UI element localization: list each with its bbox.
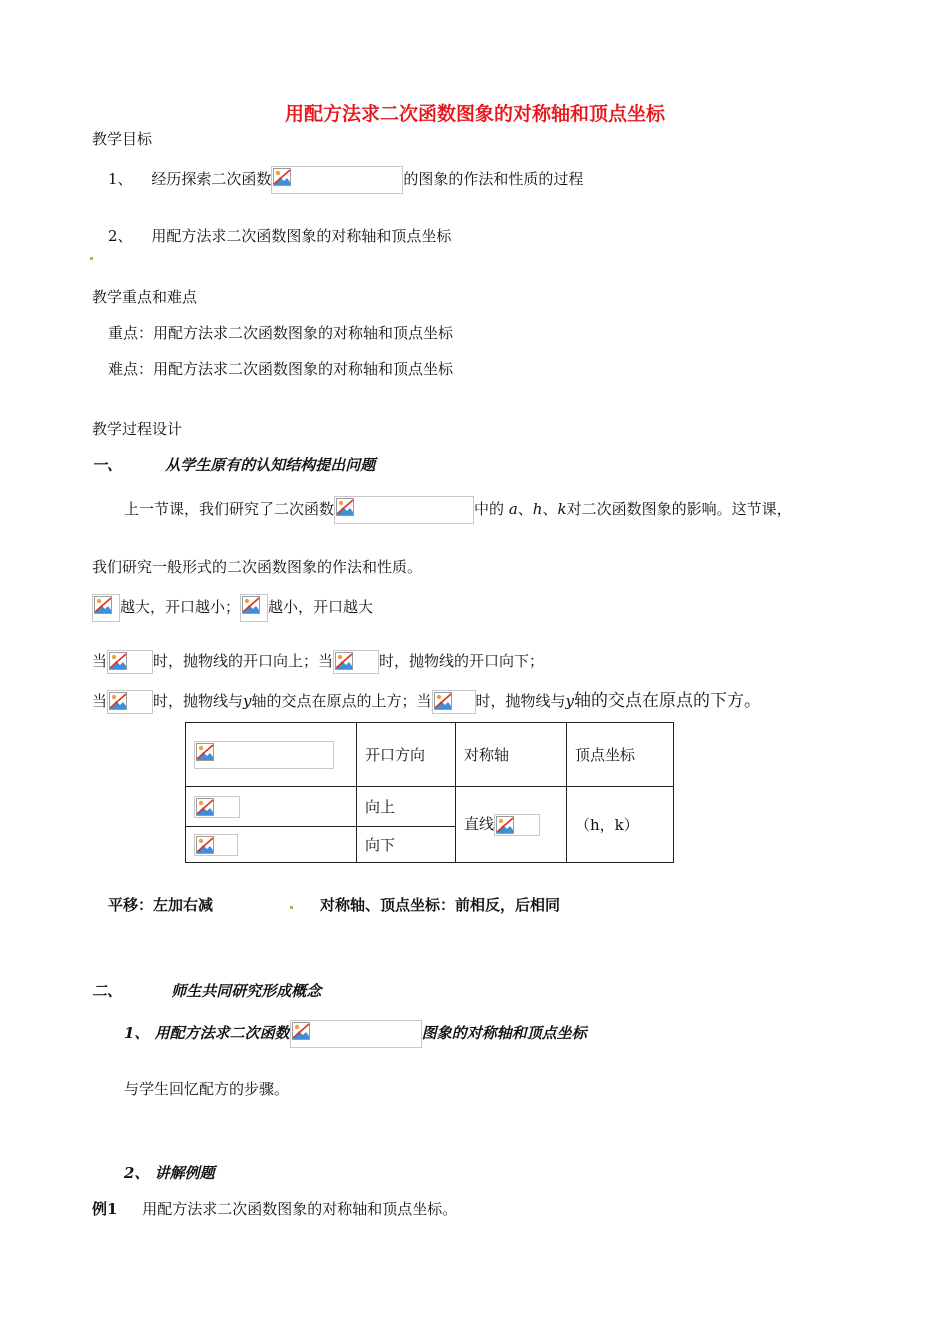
broken-image-icon xyxy=(273,168,291,186)
stray-dot xyxy=(290,906,293,909)
section-2-heading xyxy=(92,980,321,1001)
line4-text: 当 xyxy=(92,652,108,670)
broken-image-icon xyxy=(335,652,353,670)
subsection-1 xyxy=(124,1020,587,1048)
table-cell-up: 向上 xyxy=(357,787,456,827)
table-cell-vertex: （h，k） xyxy=(567,787,674,863)
line5-text: 轴的交点在原点的下方。 xyxy=(574,691,762,711)
broken-image-icon xyxy=(196,798,214,816)
table-cell-axis xyxy=(456,787,567,863)
line4-text: 时，抛物线的开口向上；当 xyxy=(153,652,334,670)
line5-text: 轴的交点在原点的上方；当 xyxy=(251,692,432,710)
example-label: 例1 xyxy=(92,1200,118,1218)
goal-item-1 xyxy=(108,166,583,194)
paragraph-2: 我们研究一般形式的二次函数图象的作法和性质。 xyxy=(92,558,423,576)
line3-text-a: 越大，开口越小； xyxy=(120,598,241,616)
line3-text-b: 越小，开口越大 xyxy=(268,598,374,616)
line5-text: 时，抛物线与 xyxy=(475,692,566,710)
var-h: h xyxy=(532,500,543,518)
broken-image-icon xyxy=(336,498,354,516)
section-1-number: 一、 xyxy=(92,456,123,474)
var-y: y xyxy=(243,692,252,710)
goal-1-number: 1、 xyxy=(108,170,133,188)
formula-image xyxy=(290,1020,422,1048)
table-cell xyxy=(186,827,357,863)
properties-table xyxy=(185,722,674,863)
goals-heading: 教学目标 xyxy=(92,130,153,148)
broken-image-icon xyxy=(196,743,214,761)
var-y: y xyxy=(565,692,575,710)
table-header-vertex: 顶点坐标 xyxy=(567,723,674,787)
section-2-number: 二、 xyxy=(92,982,123,1000)
opening-direction-line xyxy=(92,650,544,674)
formula-image xyxy=(107,650,153,674)
table-cell-down: 向下 xyxy=(357,827,456,863)
y-intercept-line xyxy=(92,686,761,714)
table-header-open: 开口方向 xyxy=(357,723,456,787)
broken-image-icon xyxy=(496,816,514,834)
subsection-1-text-post: 图象的对称轴和顶点坐标 xyxy=(421,1024,587,1042)
var-a: a xyxy=(508,500,518,518)
formula-image xyxy=(92,594,120,622)
key-point: 重点：用配方法求二次函数图象的对称轴和顶点坐标 xyxy=(108,324,454,342)
sep: 、 xyxy=(517,500,533,518)
formula-image xyxy=(432,690,476,714)
sep: 、 xyxy=(542,500,558,518)
broken-image-icon xyxy=(109,652,127,670)
goal-item-2 xyxy=(108,225,451,246)
opening-size-line xyxy=(92,594,373,622)
p1-text-post: 对二次函数图象的影响。这节课， xyxy=(566,500,792,518)
example-text: 用配方法求二次函数图象的对称轴和顶点坐标。 xyxy=(142,1200,458,1218)
broken-image-icon xyxy=(292,1022,310,1040)
formula-image xyxy=(194,741,334,769)
formula-image xyxy=(334,496,474,524)
table-row xyxy=(186,723,674,787)
broken-image-icon xyxy=(242,596,260,614)
var-k: k xyxy=(557,500,567,518)
p1-text-mid: 中的 xyxy=(474,500,505,518)
goal-2-number: 2、 xyxy=(108,227,133,245)
formula-image xyxy=(194,796,240,818)
table-cell xyxy=(186,723,357,787)
formula-image xyxy=(107,690,153,714)
formula-image xyxy=(271,166,403,194)
axis-label: 直线 xyxy=(464,815,495,833)
paragraph-1 xyxy=(124,496,792,524)
broken-image-icon xyxy=(94,596,112,614)
example-1 xyxy=(92,1198,457,1219)
formula-image xyxy=(194,834,238,856)
difficult-point: 难点：用配方法求二次函数图象的对称轴和顶点坐标 xyxy=(108,360,454,378)
section-2-title: 师生共同研究形成概念 xyxy=(171,982,322,1000)
keypoints-heading: 教学重点和难点 xyxy=(92,288,198,306)
section-1-title: 从学生原有的认知结构提出问题 xyxy=(165,456,376,474)
formula-image xyxy=(240,594,268,622)
line4-text: 时，抛物线的开口向下； xyxy=(379,652,545,670)
recall-steps: 与学生回忆配方的步骤。 xyxy=(124,1080,290,1098)
subsection-1-text-pre: 1、 用配方法求二次函数 xyxy=(124,1024,290,1042)
p1-text-pre: 上一节课，我们研究了二次函数 xyxy=(124,500,335,518)
goal-2-text: 用配方法求二次函数图象的对称轴和顶点坐标 xyxy=(151,227,452,245)
broken-image-icon xyxy=(109,692,127,710)
line5-text: 当 xyxy=(92,692,108,710)
goal-1-text-post: 的图象的作法和性质的过程 xyxy=(403,170,584,188)
subsection-2: 2、 讲解例题 xyxy=(124,1164,215,1182)
axis-vertex-rule: 对称轴、顶点坐标：前相反，后相同 xyxy=(320,896,561,914)
table-cell xyxy=(186,787,357,827)
page-title: 用配方法求二次函数图象的对称轴和顶点坐标 xyxy=(284,103,665,125)
table-header-axis: 对称轴 xyxy=(456,723,567,787)
stray-dot xyxy=(90,257,93,260)
broken-image-icon xyxy=(196,836,214,854)
shift-rule: 平移：左加右减 xyxy=(108,896,214,914)
goal-1-text-pre: 经历探索二次函数 xyxy=(151,170,272,188)
formula-image xyxy=(494,814,540,836)
table-row xyxy=(186,787,674,827)
line5-text: 时，抛物线与 xyxy=(153,692,244,710)
section-1-heading xyxy=(92,454,375,475)
process-heading: 教学过程设计 xyxy=(92,420,183,438)
broken-image-icon xyxy=(434,692,452,710)
formula-image xyxy=(333,650,379,674)
